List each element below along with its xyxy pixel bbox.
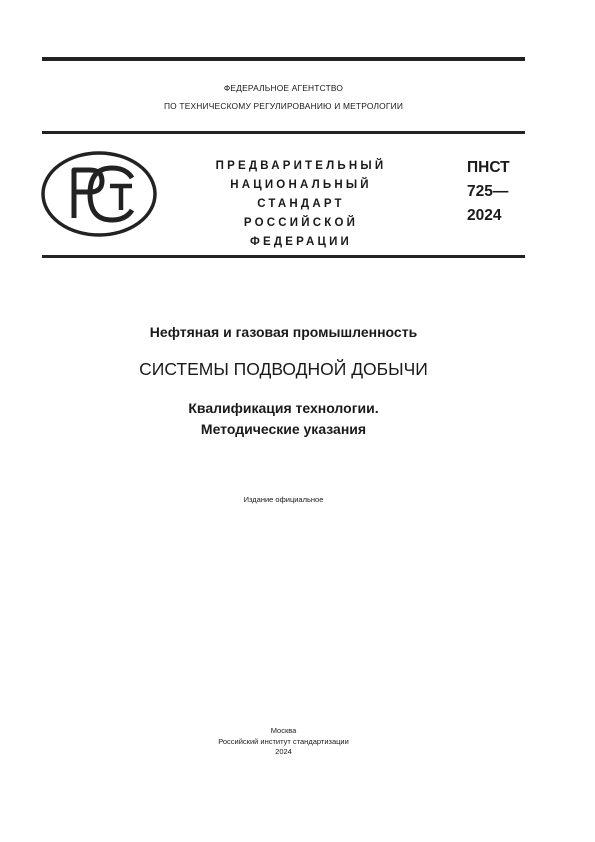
standard-type-line: ПРЕДВАРИТЕЛЬНЫЙ: [215, 160, 387, 172]
standard-code: [467, 156, 510, 228]
standard-code-line: 725—: [467, 183, 509, 200]
rst-certification-mark-icon: [40, 150, 158, 238]
top-rule: [42, 57, 525, 61]
standard-code-line: ПНСТ: [467, 159, 510, 176]
standard-code-line: 2024: [467, 207, 502, 224]
standard-type-line: РОССИЙСКОЙ: [243, 217, 359, 229]
standard-type-line: ФЕДЕРАЦИИ: [249, 236, 353, 248]
imprint: [42, 726, 525, 758]
standard-type-line: НАЦИОНАЛЬНЫЙ: [230, 179, 372, 191]
agency-line-1: ФЕДЕРАЛЬНОЕ АГЕНТСТВО: [223, 83, 344, 93]
standard-type-line: СТАНДАРТ: [257, 198, 345, 210]
subtitle-line-1: Квалификация технологии.: [188, 400, 379, 416]
subtitle-line-2: Методические указания: [200, 421, 367, 437]
main-title: СИСТЕМЫ ПОДВОДНОЙ ДОБЫЧИ: [139, 359, 428, 379]
edition-note: Издание официальное: [243, 495, 324, 504]
imprint-city: Москва: [270, 726, 297, 735]
header-rule: [42, 131, 525, 134]
imprint-year: 2024: [275, 747, 292, 756]
agency-line-2: ПО ТЕХНИЧЕСКОМУ РЕГУЛИРОВАНИЮ И МЕТРОЛОГИИ: [163, 101, 404, 111]
standard-type: [196, 157, 406, 252]
industry-title: Нефтяная и газовая промышленность: [149, 324, 418, 340]
header-bottom-rule: [42, 255, 525, 258]
imprint-publisher: Российский институт стандартизации: [218, 736, 349, 746]
subtitle: [42, 398, 525, 440]
